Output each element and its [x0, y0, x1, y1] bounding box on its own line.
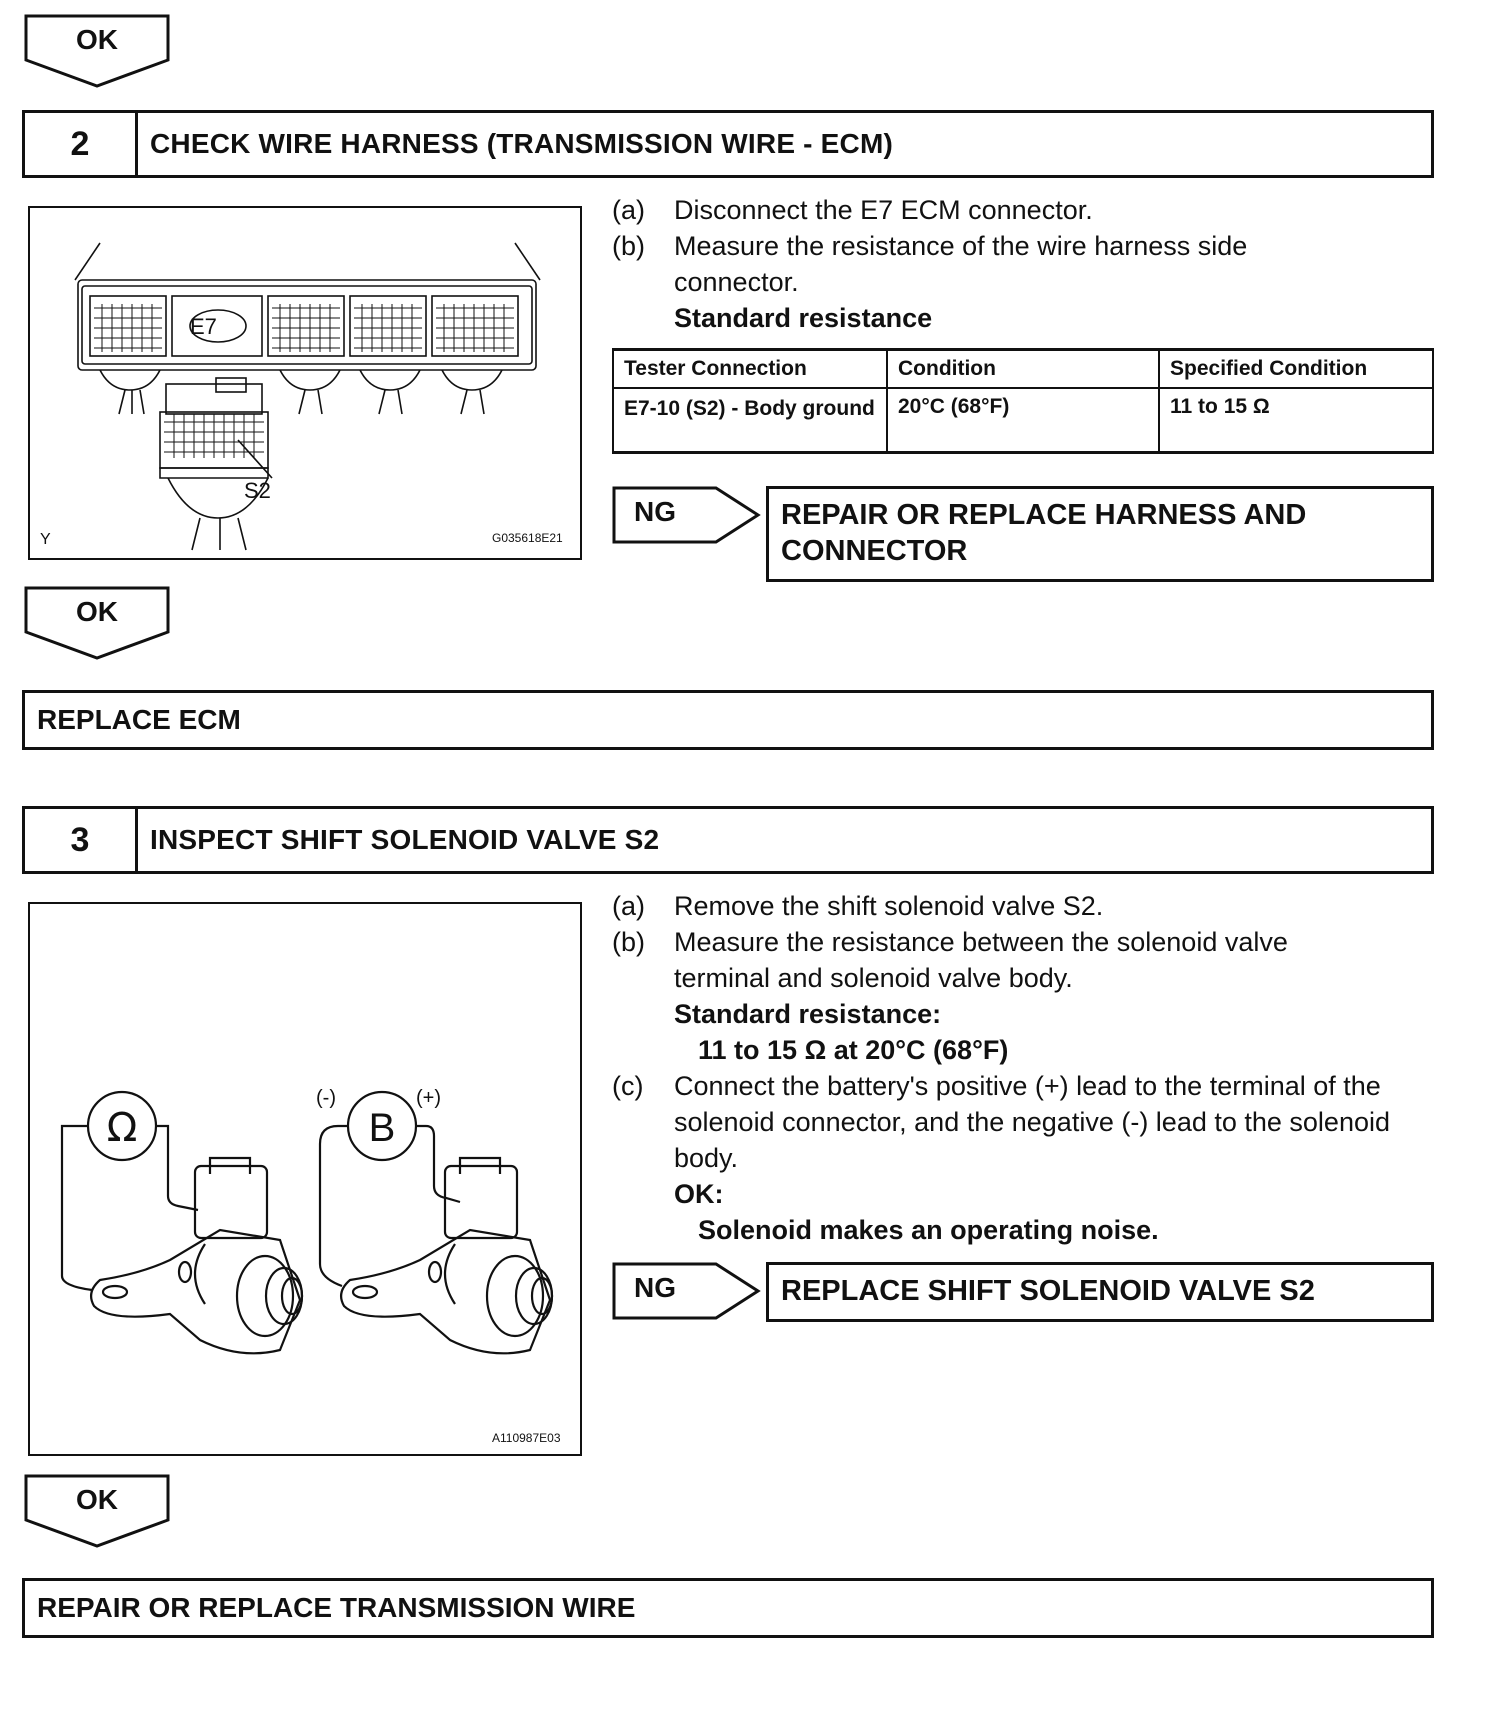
- instruction-text: Remove the shift solenoid valve S2.: [674, 891, 1104, 921]
- figure-code: G035618E21: [492, 531, 563, 545]
- instruction-item: [612, 1068, 1432, 1176]
- figure-corner-label: Y: [40, 531, 51, 548]
- replace-ecm-box: [22, 690, 1434, 750]
- spec-table: [612, 348, 1434, 454]
- ng-action-text: REPLACE SHIFT SOLENOID VALVE S2: [781, 1275, 1315, 1307]
- figure-code: A110987E03: [492, 1431, 561, 1445]
- standard-heading: Standard resistance: [674, 303, 933, 333]
- instruction-text: Connect the battery's positive (+) lead to the terminal of the solenoid connector, and the negative (-) lead to the solenoid body.: [674, 1071, 1390, 1173]
- step-3-header: [22, 806, 1434, 874]
- solenoid-test-figure: [28, 902, 582, 1456]
- step-title: INSPECT SHIFT SOLENOID VALVE S2: [150, 824, 660, 855]
- final-action-text: REPAIR OR REPLACE TRANSMISSION WIRE: [37, 1592, 636, 1623]
- instruction-item: [612, 888, 1432, 924]
- instruction-item: [612, 924, 1432, 996]
- instruction-label: (b): [612, 927, 645, 957]
- table-cell: 11 to 15 Ω: [1159, 388, 1433, 452]
- table-header: Tester Connection: [613, 350, 887, 389]
- table-header-row: [613, 350, 1433, 389]
- ng-label: NG: [634, 1272, 676, 1303]
- ok-flag: [24, 14, 170, 88]
- ng-action-text: REPAIR OR REPLACE HARNESS AND CONNECTOR: [781, 499, 1307, 567]
- standard-value: 11 to 15 Ω at 20°C (68°F): [698, 1035, 1009, 1065]
- ng-action-box: [766, 1262, 1434, 1322]
- table-header: Specified Condition: [1159, 350, 1433, 389]
- table-row: [613, 388, 1433, 452]
- instruction-label: (a): [612, 195, 645, 225]
- ng-label: NG: [634, 496, 676, 527]
- table-cell: E7-10 (S2) - Body ground: [613, 388, 887, 452]
- ng-flag: [612, 1262, 762, 1320]
- ok-label: OK: [76, 24, 118, 55]
- instruction-text: Disconnect the E7 ECM connector.: [674, 195, 1093, 225]
- instruction-label: (c): [612, 1071, 644, 1101]
- solenoid-test-illustration: [30, 904, 580, 1454]
- ok-value: Solenoid makes an operating noise.: [698, 1215, 1159, 1245]
- e7-label: E7: [190, 314, 217, 339]
- positive-lead-label: (+): [416, 1087, 441, 1109]
- instruction-text: Measure the resistance between the solenoid valve terminal and solenoid valve body.: [674, 927, 1288, 993]
- step-3-instructions: [612, 888, 1432, 1248]
- ecm-connector-illustration: [30, 208, 580, 558]
- table-cell: 20°C (68°F): [887, 388, 1159, 452]
- table-header: Condition: [887, 350, 1159, 389]
- ok-heading: OK:: [674, 1179, 724, 1209]
- s2-terminal-label: S2: [244, 478, 271, 503]
- final-action-box: [22, 1578, 1434, 1638]
- ng-flag: [612, 486, 762, 544]
- ohmmeter-icon: Ω: [106, 1105, 138, 1151]
- step-number: 3: [25, 809, 138, 871]
- instruction-label: (b): [612, 231, 645, 261]
- instruction-item: [612, 192, 1432, 228]
- step-2-instructions: [612, 192, 1432, 336]
- instruction-item: [612, 228, 1432, 300]
- step-title: CHECK WIRE HARNESS (TRANSMISSION WIRE - ECM): [150, 128, 894, 159]
- standard-heading: Standard resistance:: [674, 999, 942, 1029]
- ok-flag: [24, 586, 170, 660]
- negative-lead-label: (-): [316, 1087, 336, 1109]
- step-number: 2: [25, 113, 138, 175]
- ok-flag: [24, 1474, 170, 1548]
- step-2-header: [22, 110, 1434, 178]
- instruction-label: (a): [612, 891, 645, 921]
- battery-icon: B: [368, 1106, 396, 1150]
- ng-action-box: [766, 486, 1434, 582]
- instruction-text: Measure the resistance of the wire harness side connector.: [674, 231, 1248, 297]
- replace-ecm-text: REPLACE ECM: [37, 704, 241, 735]
- ok-label: OK: [76, 596, 118, 627]
- ecm-connector-figure: [28, 206, 582, 560]
- ok-label: OK: [76, 1484, 118, 1515]
